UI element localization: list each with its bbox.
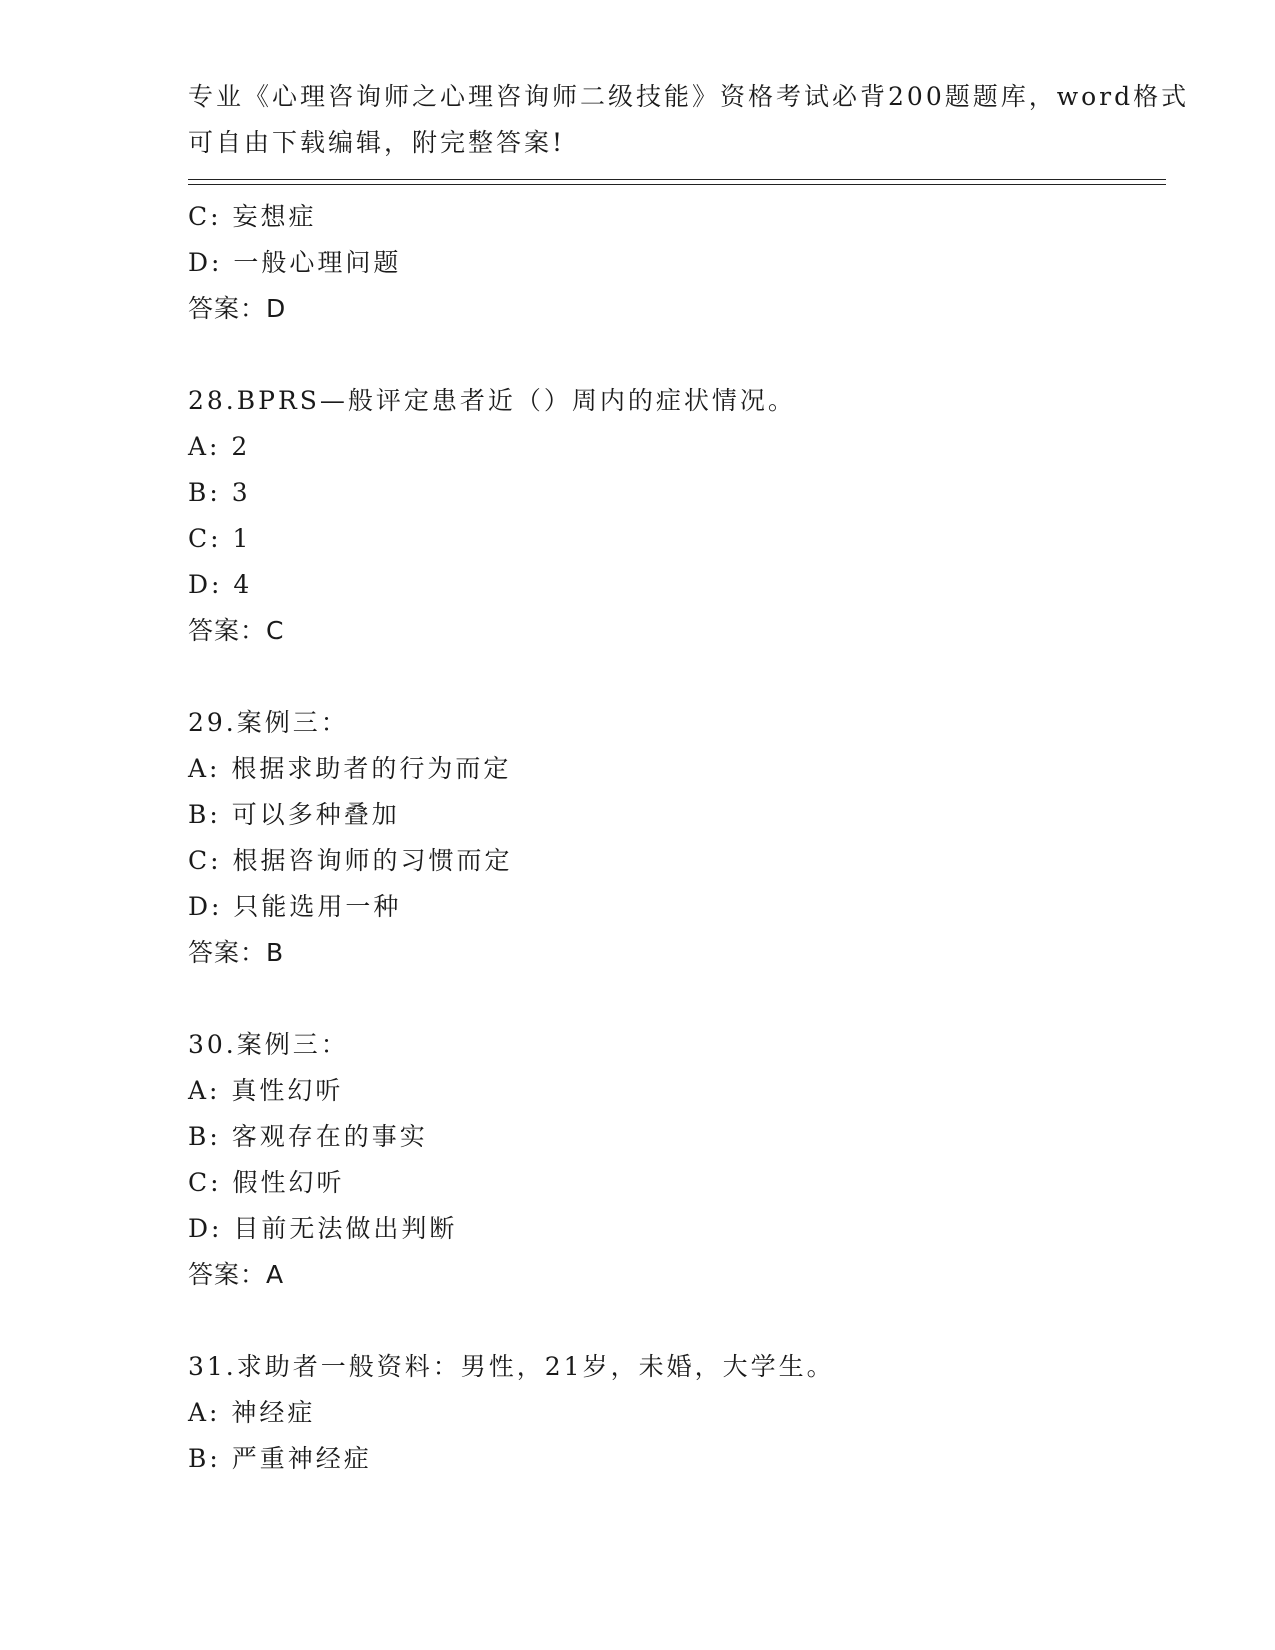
header-divider (188, 179, 1166, 185)
option-d: D: 4 (188, 570, 253, 599)
spacer (188, 1298, 1168, 1344)
option-d: D: 目前无法做出判断 (188, 1214, 458, 1243)
option-b: B: 可以多种叠加 (188, 800, 400, 829)
question-title: 30.案例三： (188, 1030, 349, 1059)
question-block-28 (188, 378, 1168, 654)
question-block-27 (188, 194, 1168, 332)
answer-line: 答案：B (188, 938, 285, 967)
question-title: 28.BPRS—般评定患者近（）周内的症状情况。 (188, 386, 796, 415)
option-c: C: 假性幻听 (188, 1168, 345, 1197)
option-a: A: 根据求助者的行为而定 (188, 754, 512, 783)
document-header (188, 74, 1190, 166)
option-d: D: 只能选用一种 (188, 892, 402, 921)
option-c: C: 根据咨询师的习惯而定 (188, 846, 513, 875)
spacer (188, 976, 1168, 1022)
answer-line: 答案：D (188, 294, 287, 323)
question-block-31 (188, 1344, 1168, 1482)
answer-line: 答案：A (188, 1260, 285, 1289)
spacer (188, 332, 1168, 378)
header-line-2: 可自由下载编辑，附完整答案! (188, 128, 566, 157)
question-title: 29.案例三： (188, 708, 349, 737)
option-b: B: 3 (188, 478, 251, 507)
question-block-30 (188, 1022, 1168, 1298)
option-a: A: 真性幻听 (188, 1076, 344, 1105)
spacer (188, 654, 1168, 700)
question-list (188, 194, 1168, 1482)
option-c: C: 妄想症 (188, 202, 317, 231)
option-a: A: 2 (188, 432, 251, 461)
question-block-29 (188, 700, 1168, 976)
header-line-1: 专业《心理咨询师之心理咨询师二级技能》资格考试必背200题题库，word格式 (188, 82, 1190, 111)
option-b: B: 客观存在的事实 (188, 1122, 428, 1151)
option-a: A: 神经症 (188, 1398, 316, 1427)
option-b: B: 严重神经症 (188, 1444, 372, 1473)
answer-line: 答案：C (188, 616, 285, 645)
option-d: D: 一般心理问题 (188, 248, 402, 277)
option-c: C: 1 (188, 524, 252, 553)
question-title: 31.求助者一般资料：男性，21岁，未婚，大学生。 (188, 1352, 835, 1381)
